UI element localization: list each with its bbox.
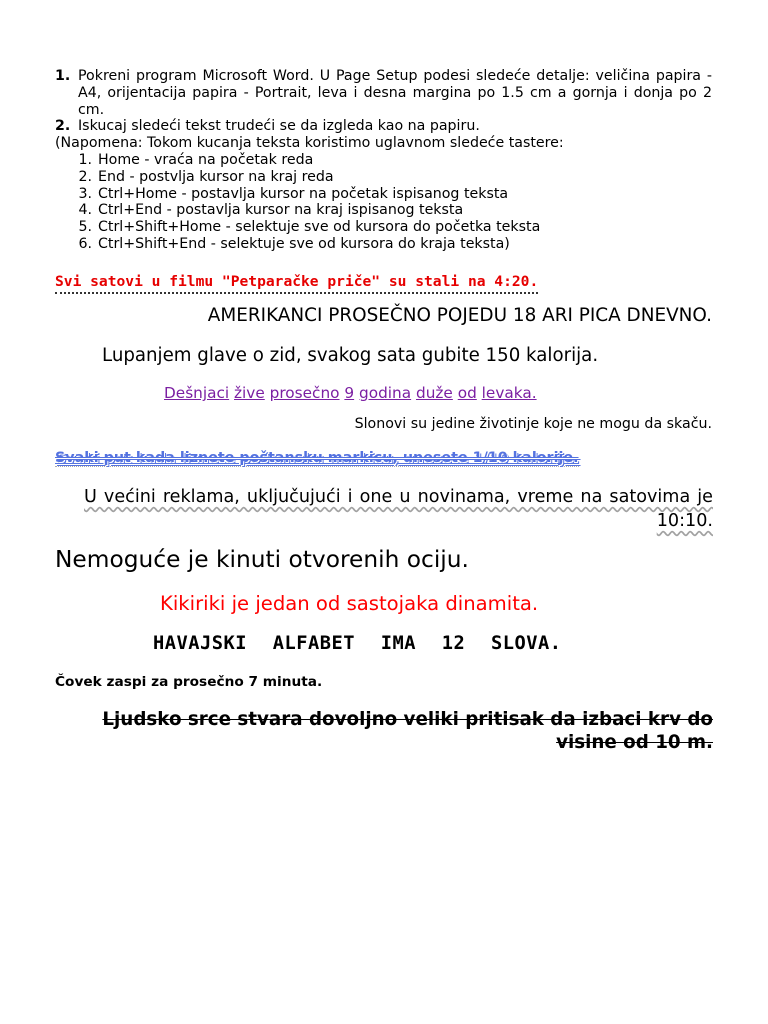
word: Dešnjaci [164,384,230,402]
word: prosečno [269,384,340,402]
list-item-text: Ctrl+Home - postavlja kursor na početak ispisanog teksta [98,185,509,202]
fact-ads [84,485,713,533]
fact-eyes: Nemoguće je kinuti otvorenih ociju. [55,546,469,573]
list-item [55,219,712,236]
list-item-number: 6. [78,235,92,252]
list-item [55,202,712,219]
fact-hawaiian: HAVAJSKI ALFABET IMA 12 SLOVA. [153,633,562,654]
list-item-text: End - postvlja kursor na kraj reda [98,168,334,185]
keys-list [55,152,712,253]
list-item-text: Ctrl+Shift+Home - selektuje sve od kursora do početka teksta [98,219,541,236]
word: levaka. [481,384,537,402]
list-item [55,169,712,186]
word: 9 [344,384,355,402]
fact-stamp: Svaki put kada liznete poštansku markicu, unesete 1/10 kalorije. [55,450,579,466]
fact-ads-text: U većini reklama, uključujući i one u novinama, vreme na satovima je 10:10. [84,487,713,531]
fact-clocks: Svi satovi u filmu "Petparačke priče" su stali na 4:20. [55,272,538,294]
list-item-number: 2. [78,168,92,185]
task-2-number: 2. [55,118,71,135]
word: godina [359,384,412,402]
task-2-text: Iskucaj sledeći tekst trudeći se da izgleda kao na papiru. [78,118,480,135]
fact-calories: Lupanjem glave o zid, svakog sata gubite 150 kalorija. [102,345,599,366]
fact-pizza: AMERIKANCI PROSEČNO POJEDU 18 ARI PICA DNEVNO. [207,305,712,326]
note-intro: (Napomena: Tokom kucanja teksta koristimo uglavnom sledeće tastere: [55,135,564,152]
list-item-text: Home - vraća na početak reda [98,151,314,168]
list-item-number: 4. [78,202,92,219]
fact-right-handed [164,384,537,402]
fact-elephants: Slonovi su jedine životinje koje ne mogu da skaču. [354,416,712,432]
word: žive [234,384,265,402]
fact-sleep: Čovek zaspi za prosečno 7 minuta. [55,674,323,690]
list-item [55,236,712,253]
list-item-number: 3. [78,185,92,202]
list-item [55,186,712,203]
fact-peanuts: Kikiriki je jedan od sastojaka dinamita. [160,592,539,615]
word: duže [415,384,453,402]
task-1 [55,68,712,118]
list-item-text: Ctrl+Shift+End - selektuje sve od kursora do kraja teksta) [98,235,510,252]
list-item-number: 1. [78,151,92,168]
task-1-number: 1. [55,68,71,84]
task-1-text: Pokreni program Microsoft Word. U Page Setup podesi sledeće detalje: veličina papira - A4, orijentacija papira - Portrait, leva i desna margina po 1.5 cm a gornja i donja po 2 cm. [78,68,712,118]
list-item [55,152,712,169]
task-2 [55,118,712,135]
list-item-text: Ctrl+End - postavlja kursor na kraj ispisanog teksta [98,202,464,219]
fact-heart: Ljudsko srce stvara dovoljno veliki pritisak da izbaci krv do visine od 10 m. [102,709,713,753]
word: od [457,384,477,402]
instructions-block [55,68,712,253]
list-item-number: 5. [78,219,92,236]
